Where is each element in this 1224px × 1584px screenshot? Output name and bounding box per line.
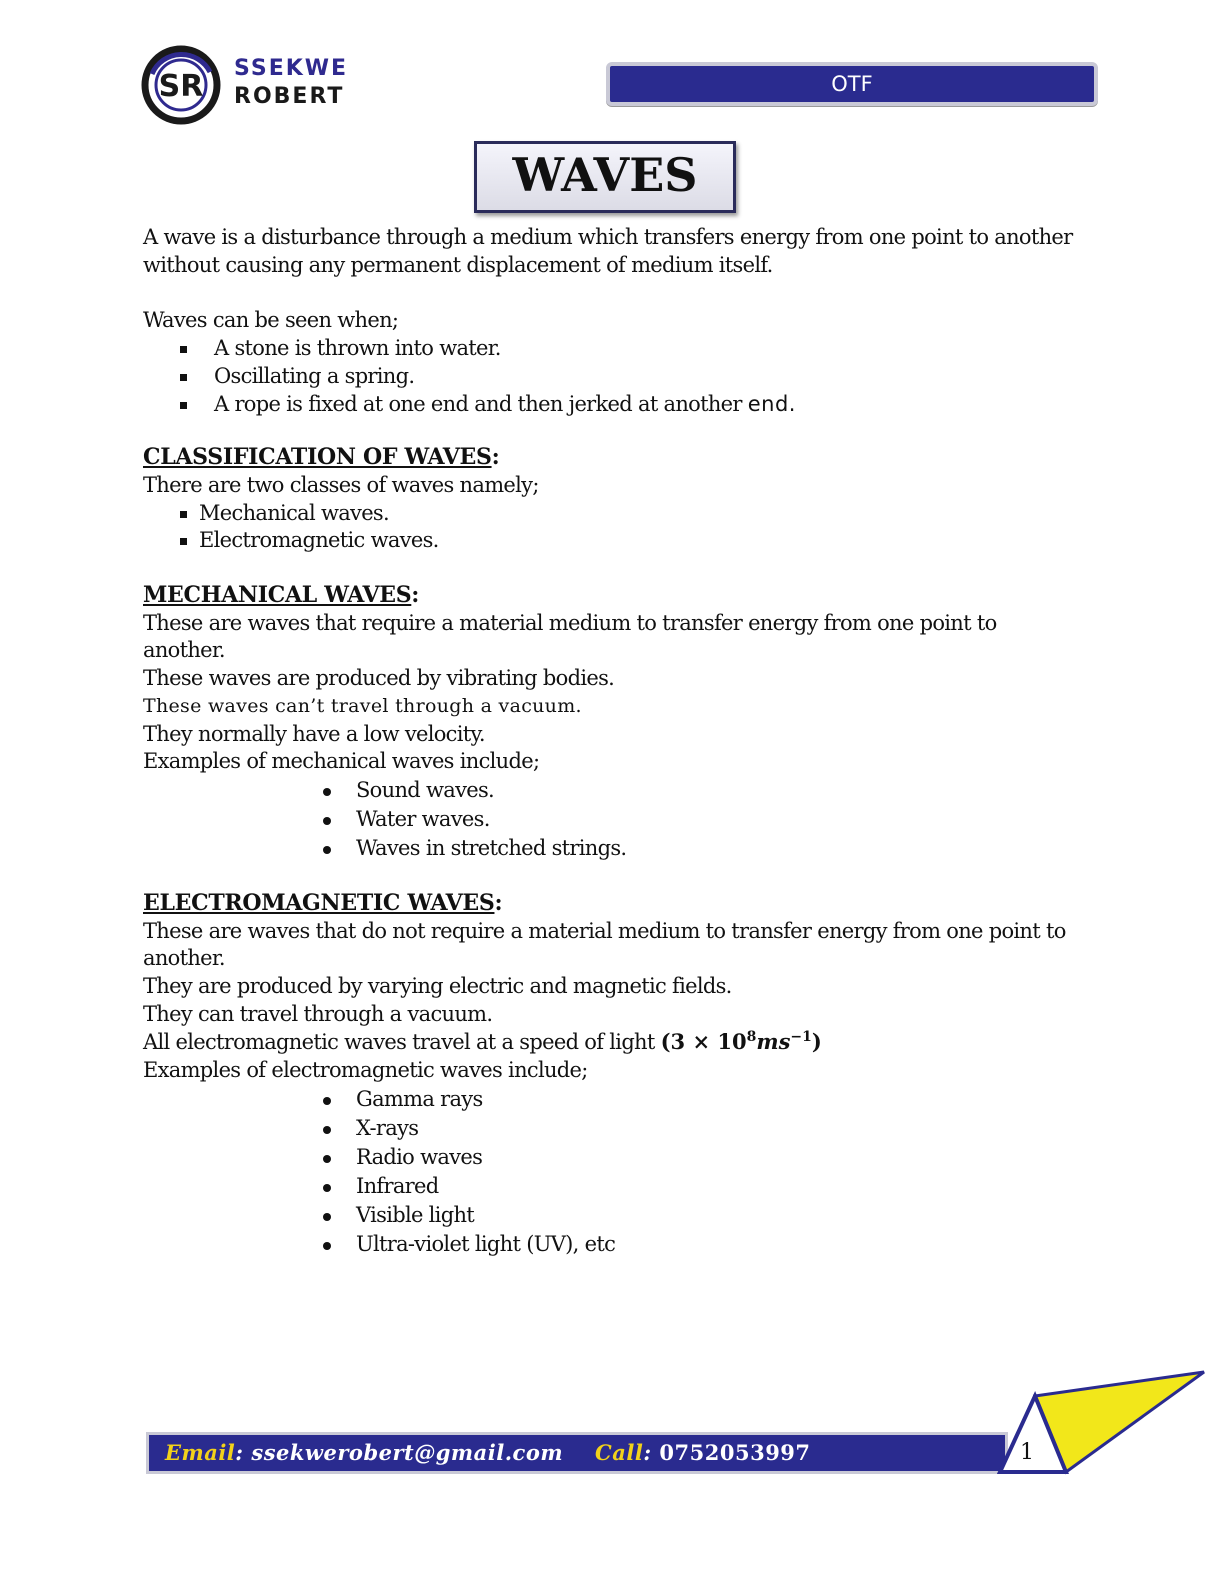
document-body — [143, 224, 1083, 1259]
page-title: WAVES — [474, 141, 736, 213]
ssekwe-robert-logo — [140, 44, 222, 126]
brand-name — [234, 58, 348, 108]
heading-colon: : — [411, 582, 420, 609]
speed-formula — [661, 1029, 822, 1054]
list-item: Water waves. — [143, 805, 1083, 834]
email-label: Email — [165, 1440, 236, 1465]
list-item: Mechanical waves. — [143, 500, 1083, 528]
email-address[interactable]: ssekwerobert@gmail.com — [251, 1440, 564, 1465]
footer-contact-bar: Email: ssekwerobert@gmail.com Call: 0752053997 — [146, 1432, 1008, 1474]
mechanical-line: These waves can’t travel through a vacuum. — [143, 694, 582, 717]
mechanical-line: They normally have a low velocity. — [143, 721, 485, 746]
list-item: Electromagnetic waves. — [143, 527, 1083, 555]
seen-list — [143, 335, 1083, 418]
brand-line-1: SSEKWE — [234, 56, 349, 81]
list-item-text: A rope is fixed at one end and then jerked at another — [214, 391, 748, 416]
phone-number[interactable]: 0752053997 — [659, 1440, 811, 1465]
list-item: Ultra-violet light (UV), etc — [143, 1230, 1083, 1259]
list-item: Sound waves. — [143, 776, 1083, 805]
formula-open: (3 × 10 — [660, 1029, 747, 1055]
formula-unit-exponent: −1 — [790, 1029, 812, 1046]
em-examples-lead: Examples of electromagnetic waves include; — [143, 1058, 588, 1083]
mechanical-line: Examples of mechanical waves include; — [143, 749, 540, 774]
list-item: A stone is thrown into water. — [143, 335, 1083, 363]
wave-definition: A wave is a disturbance through a medium which transfers energy from one point to another without causing any permanent displacement of medium itself. — [143, 225, 1073, 277]
heading-colon: : — [494, 889, 503, 916]
list-item: Radio waves — [143, 1143, 1083, 1172]
header-tag-bar: OTF — [606, 62, 1098, 106]
heading-text: ELECTROMAGNETIC WAVES — [143, 889, 495, 916]
list-item: Visible light — [143, 1201, 1083, 1230]
list-item-end: end. — [747, 391, 796, 416]
em-line: They are produced by varying electric and magnetic fields. — [143, 974, 732, 999]
mechanical-heading — [143, 582, 1083, 610]
em-speed-line — [143, 1028, 1083, 1057]
brand-line-2: ROBERT — [234, 84, 345, 109]
classification-heading — [143, 444, 1083, 472]
em-line: They can travel through a vacuum. — [143, 1001, 493, 1026]
list-item — [143, 391, 1083, 419]
electromagnetic-heading — [143, 890, 1083, 918]
formula-unit: ms — [756, 1029, 791, 1055]
list-item: Infrared — [143, 1172, 1083, 1201]
list-item: Gamma rays — [143, 1085, 1083, 1114]
mechanical-line: These are waves that require a material medium to transfer energy from one point to another. — [143, 610, 997, 663]
classification-list — [143, 500, 1083, 555]
page-number: 1 — [1020, 1440, 1034, 1465]
speed-text: All electromagnetic waves travel at a speed of light — [143, 1030, 661, 1055]
heading-text: CLASSIFICATION OF WAVES — [143, 444, 492, 471]
classification-lead: There are two classes of waves namely; — [143, 472, 539, 497]
mechanical-examples — [143, 776, 1083, 863]
mechanical-line: These waves are produced by vibrating bodies. — [143, 666, 615, 691]
heading-colon: : — [491, 444, 500, 471]
formula-close: ) — [811, 1029, 822, 1055]
logo-initials: SR — [158, 69, 204, 104]
list-item: Oscillating a spring. — [143, 363, 1083, 391]
em-line: These are waves that do not require a material medium to transfer energy from one point to another. — [143, 918, 1066, 971]
list-item: X-rays — [143, 1114, 1083, 1143]
formula-exponent: 8 — [746, 1029, 757, 1046]
list-item: Waves in stretched strings. — [143, 834, 1083, 863]
seen-lead: Waves can be seen when; — [143, 308, 399, 333]
em-examples — [143, 1085, 1083, 1259]
call-label: Call — [595, 1440, 644, 1465]
heading-text: MECHANICAL WAVES — [143, 582, 412, 609]
